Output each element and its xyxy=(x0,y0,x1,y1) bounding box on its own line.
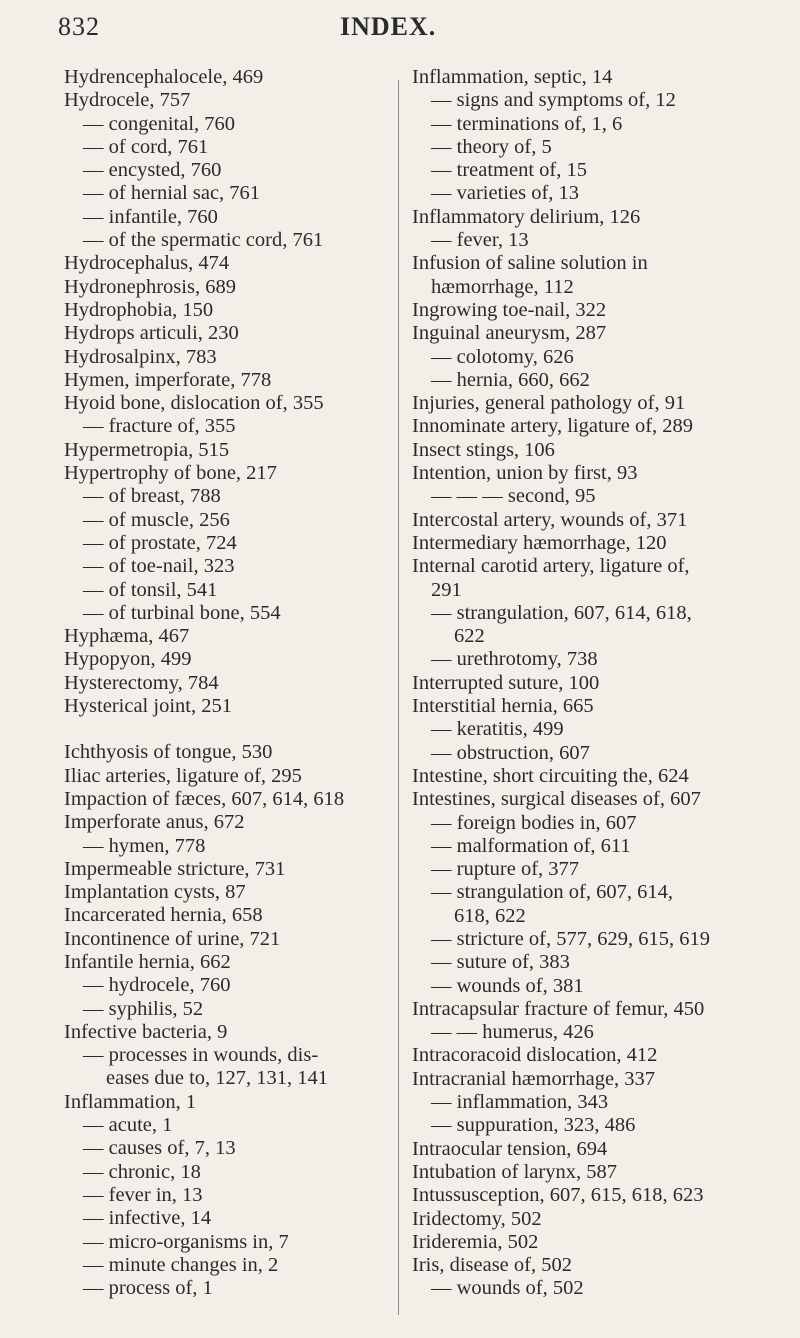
index-subentry: — process of, 1 xyxy=(83,1277,213,1300)
index-subentry: — of muscle, 256 xyxy=(83,508,230,531)
page-header xyxy=(0,12,800,52)
index-entry: Intracapsular fracture of femur, 450 xyxy=(412,997,705,1020)
index-subentry: — terminations of, 1, 6 xyxy=(431,112,623,135)
index-entry: Hysterical joint, 251 xyxy=(64,695,232,718)
index-entry: Infantile hernia, 662 xyxy=(64,950,231,973)
index-subentry: hæmorrhage, 112 xyxy=(431,275,574,298)
index-subentry: — — — second, 95 xyxy=(431,485,596,508)
index-subentry: — processes in wounds, dis- xyxy=(83,1044,319,1067)
index-subentry: — causes of, 7, 13 xyxy=(83,1137,236,1160)
index-subentry: — wounds of, 502 xyxy=(431,1277,584,1300)
index-entry: Hydrosalpinx, 783 xyxy=(64,345,217,368)
index-entry: Hysterectomy, 784 xyxy=(64,671,219,694)
index-subentry: — infective, 14 xyxy=(83,1207,212,1230)
index-entry: Infusion of saline solution in xyxy=(412,252,648,275)
index-subentry: — of prostate, 724 xyxy=(83,531,237,554)
index-subentry: — strangulation, 607, 614, 618, xyxy=(431,601,692,624)
index-entry: Hydrencephalocele, 469 xyxy=(64,66,264,88)
index-entry: Interrupted suture, 100 xyxy=(412,671,600,694)
index-entry: Imperforate anus, 672 xyxy=(64,811,245,834)
index-entry: Incarcerated hernia, 658 xyxy=(64,904,263,927)
index-entry: Hypertrophy of bone, 217 xyxy=(64,462,277,485)
index-subentry: — congenital, 760 xyxy=(83,112,236,135)
index-subentry: — wounds of, 381 xyxy=(431,974,584,997)
index-entry: Hydrophobia, 150 xyxy=(64,298,214,321)
index-subentry: — of cord, 761 xyxy=(83,135,209,158)
column-divider xyxy=(398,80,399,1315)
index-entry: Hydrocephalus, 474 xyxy=(64,252,230,275)
index-subentry: 622 xyxy=(454,625,485,648)
index-entry: Intracoracoid dislocation, 412 xyxy=(412,1044,658,1067)
index-subentry: — fever, 13 xyxy=(431,229,529,252)
index-subentry: — of tonsil, 541 xyxy=(83,578,218,601)
index-subentry: — varieties of, 13 xyxy=(431,182,580,205)
index-entry: Ichthyosis of tongue, 530 xyxy=(64,741,273,764)
index-subentry: — signs and symptoms of, 12 xyxy=(431,89,676,112)
index-entry: Iliac arteries, ligature of, 295 xyxy=(64,764,302,787)
index-subentry: — fracture of, 355 xyxy=(83,415,236,438)
index-subentry: — of hernial sac, 761 xyxy=(83,182,261,205)
index-subentry: — stricture of, 577, 629, 615, 619 xyxy=(431,927,710,950)
index-subentry: — keratitis, 499 xyxy=(431,718,564,741)
index-entry: Interstitial hernia, 665 xyxy=(412,695,594,718)
index-subentry: — micro-organisms in, 7 xyxy=(83,1230,289,1253)
index-entry: Intestines, surgical diseases of, 607 xyxy=(412,788,701,811)
index-entry: Infective bacteria, 9 xyxy=(64,1020,228,1043)
index-subentry: — hydrocele, 760 xyxy=(83,974,231,997)
index-entry: Hyoid bone, dislocation of, 355 xyxy=(64,392,324,415)
index-column-left xyxy=(64,66,400,1300)
index-entry: Intraocular tension, 694 xyxy=(412,1137,608,1160)
index-subentry: eases due to, 127, 131, 141 xyxy=(106,1067,329,1090)
index-subentry: — foreign bodies in, 607 xyxy=(431,811,637,834)
index-subentry: — suppuration, 323, 486 xyxy=(431,1114,636,1137)
index-entry: Inflammation, 1 xyxy=(64,1090,197,1113)
index-subentry: — theory of, 5 xyxy=(431,135,552,158)
index-subentry: — inflammation, 343 xyxy=(431,1091,609,1114)
index-entry: Hypermetropia, 515 xyxy=(64,438,230,461)
index-entry: Inflammation, septic, 14 xyxy=(412,66,613,88)
index-subentry: — encysted, 760 xyxy=(83,159,222,182)
index-entry: Ingrowing toe-nail, 322 xyxy=(412,298,607,321)
index-entry: Iridectomy, 502 xyxy=(412,1207,542,1230)
index-subentry: — strangulation of, 607, 614, xyxy=(431,881,673,904)
index-subentry: — suture of, 383 xyxy=(431,951,570,974)
index-entry: Hypopyon, 499 xyxy=(64,648,192,671)
index-entry: Innominate artery, ligature of, 289 xyxy=(412,415,694,438)
index-subentry: — syphilis, 52 xyxy=(83,997,204,1020)
index-entry: Hydrocele, 757 xyxy=(64,89,191,112)
index-entry: Hymen, imperforate, 778 xyxy=(64,368,272,391)
index-entry: Implantation cysts, 87 xyxy=(64,881,246,904)
index-subentry: — hymen, 778 xyxy=(83,834,206,857)
index-subentry: — hernia, 660, 662 xyxy=(431,368,590,391)
index-entry: Impaction of fæces, 607, 614, 618 xyxy=(64,787,345,810)
running-title: INDEX. xyxy=(340,12,437,41)
index-subentry: — of toe-nail, 323 xyxy=(83,555,235,578)
index-entry: Intercostal artery, wounds of, 371 xyxy=(412,508,688,531)
index-entry: Impermeable stricture, 731 xyxy=(64,857,286,880)
index-entry: Inflammatory delirium, 126 xyxy=(412,205,641,228)
index-subentry: — urethrotomy, 738 xyxy=(431,648,598,671)
index-entry: Irideremia, 502 xyxy=(412,1230,539,1253)
index-entry: Intention, union by first, 93 xyxy=(412,462,638,485)
index-entry: Hydrops articuli, 230 xyxy=(64,322,239,345)
index-subentry: — — humerus, 426 xyxy=(431,1021,594,1044)
index-entry: Intracranial hæmorrhage, 337 xyxy=(412,1067,656,1090)
index-subentry: — infantile, 760 xyxy=(83,205,218,228)
index-subentry: — rupture of, 377 xyxy=(431,858,580,881)
index-subentry: 618, 622 xyxy=(454,904,526,927)
index-subentry: — of the spermatic cord, 761 xyxy=(83,229,324,252)
index-entry: Intermediary hæmorrhage, 120 xyxy=(412,531,667,554)
index-entry: Inguinal aneurysm, 287 xyxy=(412,322,607,345)
index-column-right xyxy=(412,66,768,1301)
index-entry: Internal carotid artery, ligature of, xyxy=(412,555,690,578)
index-subentry: 291 xyxy=(431,578,462,601)
index-entry: Incontinence of urine, 721 xyxy=(64,927,281,950)
index-subentry: — malformation of, 611 xyxy=(431,834,631,857)
index-entry: Intubation of larynx, 587 xyxy=(412,1160,617,1183)
index-subentry: — minute changes in, 2 xyxy=(83,1253,279,1276)
index-subentry: — treatment of, 15 xyxy=(431,159,587,182)
index-subentry: — colotomy, 626 xyxy=(431,345,574,368)
index-subentry: — acute, 1 xyxy=(83,1114,173,1137)
index-subentry: — of breast, 788 xyxy=(83,485,221,508)
index-subentry: — fever in, 13 xyxy=(83,1183,203,1206)
index-subentry: — obstruction, 607 xyxy=(431,741,590,764)
page-number: 832 xyxy=(58,12,100,41)
index-entry: Intussusception, 607, 615, 618, 623 xyxy=(412,1184,704,1207)
index-subentry: — chronic, 18 xyxy=(83,1160,201,1183)
index-entry: Intestine, short circuiting the, 624 xyxy=(412,764,689,787)
index-entry: Hydronephrosis, 689 xyxy=(64,275,236,298)
index-entry: Insect stings, 106 xyxy=(412,438,555,461)
index-entry: Injuries, general pathology of, 91 xyxy=(412,392,686,415)
index-entry: Iris, disease of, 502 xyxy=(412,1254,572,1277)
index-subentry: — of turbinal bone, 554 xyxy=(83,601,281,624)
index-entry: Hyphæma, 467 xyxy=(64,625,190,648)
